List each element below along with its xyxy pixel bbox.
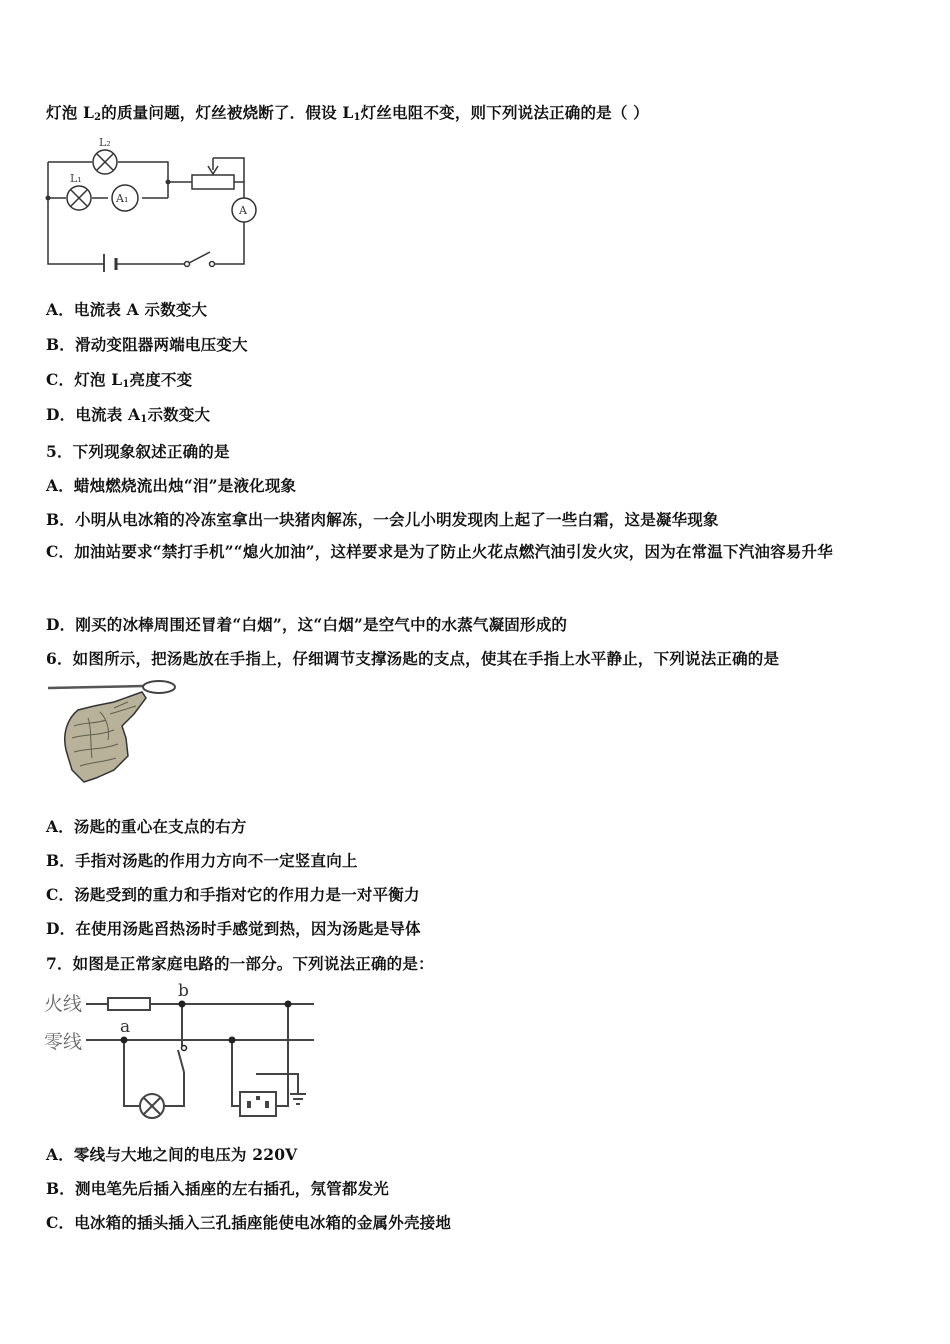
q6-option-d: D．在使用汤匙舀热汤时手感觉到热，因为汤匙是导体 bbox=[46, 919, 421, 938]
q7-option-c: C．电冰箱的插头插入三孔插座能使电冰箱的金属外壳接地 bbox=[46, 1213, 452, 1232]
lamp-l2-icon bbox=[93, 150, 117, 174]
intro-text: 灯泡 $L_2$的质量问题，灯丝被烧断了．假设 $L_1$灯丝电阻不变，则下列说法正确的是（ ） bbox=[46, 103, 649, 123]
q5-option-d: D．刚买的冰棒周围还冒着“白烟”，这“白烟”是空气中的水蒸气凝固形成的 bbox=[46, 615, 568, 634]
live-wire-label: 火线 bbox=[44, 993, 83, 1015]
point-a-label: a bbox=[120, 1017, 131, 1037]
q5-stem: 5．下列现象叙述正确的是 bbox=[46, 442, 230, 461]
q6-option-b: B．手指对汤匙的作用力方向不一定竖直向上 bbox=[46, 851, 358, 870]
point-b-label: b bbox=[178, 982, 189, 1001]
label-l2: L₂ bbox=[99, 136, 111, 149]
q5-option-a: A．蜡烛燃烧流出烛“泪”是液化现象 bbox=[46, 476, 297, 495]
q6-option-a: A．汤匙的重心在支点的右方 bbox=[46, 817, 247, 836]
label-a: A bbox=[239, 204, 247, 217]
q5-option-b: B．小明从电冰箱的冷冻室拿出一块猪肉解冻，一会儿小明发现肉上起了一些白霜，这是凝华现象 bbox=[46, 510, 719, 529]
q4-option-b: B．滑动变阻器两端电压变大 bbox=[46, 335, 248, 354]
q7-stem: 7．如图是正常家庭电路的一部分。下列说法正确的是： bbox=[46, 954, 434, 973]
lamp-icon bbox=[140, 1094, 164, 1118]
label-l1: L₁ bbox=[70, 172, 82, 185]
q7-option-a: A．零线与大地之间的电压为 220V bbox=[46, 1145, 298, 1164]
q4-option-d: D．电流表 $A_1$示数变大 bbox=[46, 405, 211, 425]
spoon-on-finger-figure bbox=[44, 678, 184, 788]
q4-option-a: A．电流表 A 示数变大 bbox=[46, 300, 208, 319]
q7-option-b: B．测电笔先后插入插座的左右插孔，氖管都发光 bbox=[46, 1179, 390, 1198]
q4-option-c: C．灯泡 $L_1$亮度不变 bbox=[46, 370, 193, 390]
q6-stem: 6．如图所示，把汤匙放在手指上，仔细调节支撑汤匙的支点，使其在手指上水平静止，下列说法正确的是 bbox=[46, 649, 780, 668]
neutral-wire-label: 零线 bbox=[44, 1031, 83, 1053]
household-circuit-diagram bbox=[44, 982, 324, 1122]
q6-option-c: C．汤匙受到的重力和手指对它的作用力是一对平衡力 bbox=[46, 885, 420, 904]
label-a1: A₁ bbox=[116, 192, 129, 205]
circuit-diagram-1 bbox=[44, 132, 264, 272]
lamp-l1-icon bbox=[67, 186, 91, 210]
q5-option-c: C．加油站要求“禁打手机”“熄火加油”，这样要求是为了防止火花点燃汽油引发火灾，因为在常温下汽油容易升华 bbox=[46, 542, 833, 561]
